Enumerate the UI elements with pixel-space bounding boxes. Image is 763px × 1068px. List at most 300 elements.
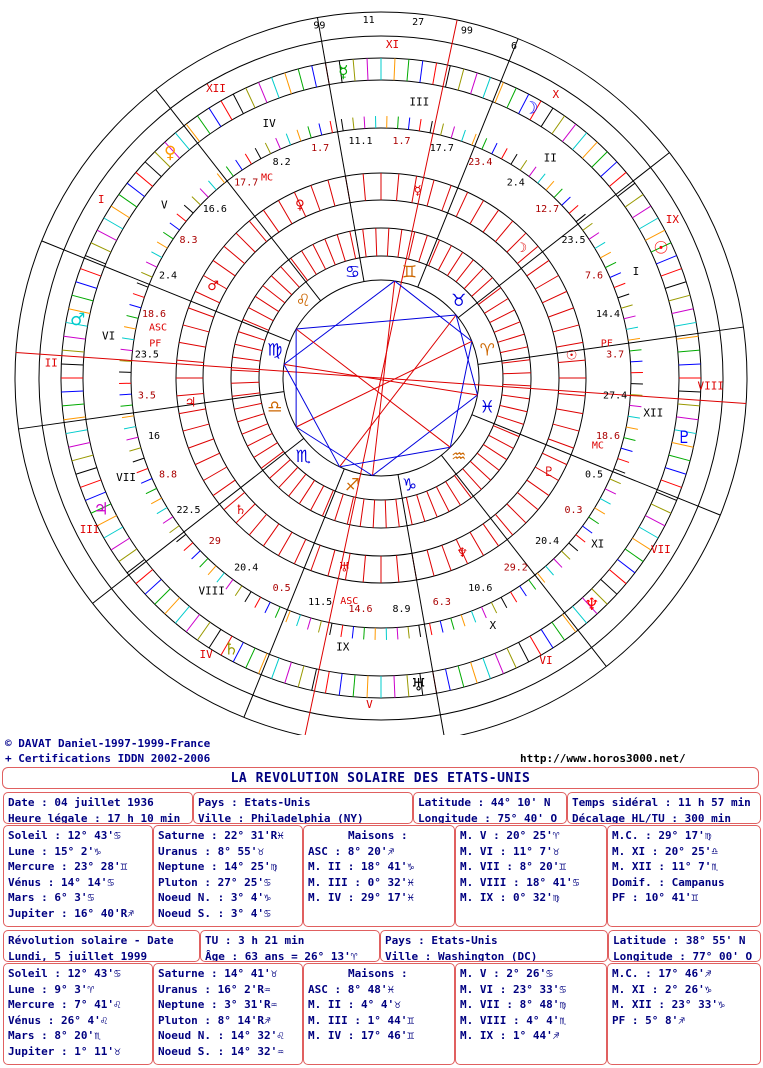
sector-divider: [387, 228, 388, 256]
zodiac-sign-icon: ♈: [479, 340, 495, 361]
tick-mark: [678, 350, 700, 352]
sector-divider: [261, 451, 283, 468]
tick-mark: [420, 61, 423, 83]
sector-divider: [438, 246, 451, 271]
tick-mark: [609, 172, 626, 186]
tick-mark: [632, 206, 651, 218]
planet-glyph-icon: ♃: [93, 499, 109, 520]
degree-value: 6.3: [432, 596, 451, 608]
sector-divider: [478, 288, 500, 305]
tick-mark: [192, 551, 201, 559]
tick-mark: [124, 427, 136, 429]
tick-mark: [233, 94, 243, 114]
degree-value: 29.2: [503, 562, 528, 574]
tick-mark: [676, 417, 698, 420]
tick-mark: [614, 283, 625, 287]
tick-mark: [200, 189, 208, 198]
revolution-house-label: IX: [665, 213, 679, 227]
sector-divider: [436, 487, 449, 512]
tick-mark: [136, 570, 153, 584]
tick-mark: [582, 526, 592, 533]
revolution-house-label: II: [44, 356, 58, 370]
tick-mark: [126, 437, 138, 440]
tick-mark: [255, 148, 261, 159]
revolution-place-box: Pays : Etats-Unis Ville : Washington (DC): [380, 930, 608, 962]
sector-divider: [397, 174, 399, 201]
house-number-label: II: [543, 151, 557, 165]
outer-number: 99: [313, 20, 326, 32]
degree-value: 3.7: [606, 349, 625, 361]
tick-mark: [221, 101, 232, 120]
tick-mark: [621, 305, 633, 308]
tick-mark: [61, 364, 83, 365]
tick-mark: [272, 77, 280, 98]
tick-mark: [141, 272, 152, 277]
tick-mark: [297, 615, 301, 626]
axis-label: MC: [591, 440, 604, 452]
tick-mark: [520, 586, 527, 596]
tick-mark: [272, 658, 280, 679]
sector-divider: [234, 403, 261, 409]
tick-mark: [127, 183, 144, 196]
planet-glyph-icon: ♅: [411, 675, 427, 696]
degree-value: 23.5: [561, 235, 586, 247]
planet-glyph-icon: ♇: [676, 427, 692, 448]
sector-divider: [279, 467, 298, 487]
tick-mark: [122, 416, 134, 418]
tick-mark: [610, 479, 621, 484]
degree-value: 23.5: [134, 349, 159, 361]
tick-mark: [617, 183, 634, 196]
tick-mark: [481, 607, 486, 618]
sector-divider: [396, 499, 399, 527]
tick-mark: [661, 269, 682, 277]
tick-mark: [610, 273, 621, 278]
aspect-line: [296, 341, 472, 427]
tick-mark: [576, 535, 585, 543]
tick-mark: [397, 627, 398, 639]
house-cusp-line: [244, 469, 344, 717]
tick-mark: [353, 118, 354, 130]
zodiac-sign-icon: ♒: [451, 446, 467, 467]
tick-mark: [265, 602, 270, 613]
sector-divider: [470, 200, 484, 223]
tick-mark: [629, 405, 641, 406]
tick-mark: [441, 124, 444, 136]
tick-mark: [407, 59, 409, 81]
zodiac-sign-icon: ♎: [267, 397, 283, 418]
sector-divider: [376, 228, 377, 256]
planet-glyph-icon: ☽: [515, 241, 528, 257]
natal-place-box: Pays : Etats-Unis Ville : Philadelphia (NY): [193, 792, 413, 824]
outer-number: 99: [460, 25, 473, 37]
tick-mark: [546, 566, 554, 575]
tick-mark: [246, 648, 255, 668]
tick-mark: [520, 160, 527, 170]
tick-mark: [209, 108, 221, 127]
tick-mark: [462, 130, 466, 141]
sector-divider: [313, 244, 326, 269]
planet-glyph-icon: ♄: [234, 502, 247, 518]
tick-mark: [562, 614, 575, 631]
tick-mark: [111, 206, 130, 218]
sector-divider: [483, 444, 506, 459]
sector-divider: [231, 382, 259, 383]
tick-mark: [121, 405, 133, 406]
sector-divider: [397, 555, 399, 582]
axis-label: PF: [600, 338, 613, 350]
tick-mark: [669, 295, 690, 301]
tick-mark: [451, 618, 454, 630]
sector-divider: [238, 414, 265, 422]
revolution-house-label: XII: [206, 82, 226, 96]
degree-value: 16.6: [202, 203, 227, 215]
tick-mark: [529, 580, 536, 590]
zodiac-sign-icon: ♑: [401, 475, 418, 496]
tick-mark: [130, 304, 142, 307]
sector-divider: [183, 325, 209, 332]
tick-mark: [618, 294, 629, 298]
sector-divider: [177, 360, 204, 362]
revolution-house-label: III: [79, 522, 100, 536]
tick-mark: [562, 197, 571, 205]
degree-value: 18.6: [595, 430, 621, 442]
tick-mark: [625, 194, 643, 207]
sector-divider: [363, 174, 365, 201]
tick-mark: [628, 416, 640, 418]
revolution-house-label: I: [97, 193, 105, 207]
sector-divider: [535, 276, 558, 290]
sector-divider: [291, 258, 308, 280]
planet-glyph-icon: ♂: [70, 310, 86, 331]
sector-divider: [507, 504, 526, 523]
revolution-time-box: TU : 3 h 21 min Âge : 63 ans = 26° 13'♈: [200, 930, 380, 962]
tick-mark: [605, 262, 616, 267]
degree-value: 8.2: [272, 157, 291, 169]
degree-value: 2.4: [158, 270, 178, 282]
sector-divider: [242, 424, 268, 434]
revolution-houses-col1: Maisons : ASC : 8° 48'♓ M. II : 4° 4'♉ M. III : 1° 44'♊ M. IV : 17° 46'♊: [303, 963, 455, 1065]
tick-mark: [483, 658, 491, 679]
degree-value: 14.6: [348, 604, 373, 616]
tick-mark: [157, 508, 167, 514]
tick-mark: [352, 626, 353, 638]
revolution-house-label: VI: [539, 653, 553, 667]
tick-mark: [511, 592, 517, 602]
revolution-coords-box: Latitude : 38° 55' N Longitude : 77° 00' O: [608, 930, 761, 962]
degree-value: 14.4: [595, 309, 621, 321]
tick-mark: [651, 504, 671, 513]
tick-mark: [433, 63, 437, 85]
tick-mark: [319, 123, 322, 135]
degree-value: 20.4: [535, 536, 560, 548]
planet-glyph-icon: ♂: [207, 278, 219, 294]
sector-divider: [213, 260, 235, 275]
natal-coords-box: Latitude : 44° 10' N Longitude : 75° 40' O: [413, 792, 567, 824]
sector-divider: [235, 344, 262, 350]
tick-mark: [408, 627, 409, 639]
degree-value: 3.5: [137, 390, 156, 402]
tick-mark: [163, 232, 173, 239]
degree-value: 8.3: [179, 235, 198, 247]
planet-glyph-icon: ♄: [223, 639, 239, 660]
sector-divider: [497, 416, 524, 425]
sector-divider: [179, 342, 206, 347]
tick-mark: [541, 629, 553, 648]
degree-value: 0.5: [584, 469, 604, 481]
sector-divider: [464, 268, 483, 288]
tick-mark: [595, 242, 605, 248]
sector-divider: [477, 453, 499, 470]
zodiac-sign-icon: ♌: [295, 291, 311, 312]
tick-mark: [186, 124, 199, 141]
tick-mark: [609, 570, 626, 584]
house-number-label: I: [632, 264, 640, 278]
sector-divider: [406, 497, 412, 524]
axis-label: ASC: [148, 322, 168, 334]
tick-mark: [184, 543, 193, 551]
revolution-house-label: XI: [385, 38, 400, 52]
tick-mark: [298, 666, 304, 687]
copyright-line: © DAVAT Daniel-1997-1999-France: [5, 737, 211, 750]
planet-glyph-icon: ♇: [543, 465, 555, 481]
tick-mark: [546, 181, 554, 190]
tick-mark: [367, 58, 368, 80]
zodiac-sign-icon: ♊: [401, 262, 418, 283]
sector-divider: [328, 180, 335, 206]
tick-mark: [127, 559, 144, 572]
wheel-rings: [15, 12, 747, 735]
tick-mark: [576, 214, 585, 222]
tick-mark: [265, 143, 270, 154]
tick-mark: [146, 262, 157, 267]
planet-glyph-icon: ♃: [184, 395, 197, 411]
tick-mark: [364, 627, 365, 639]
sector-divider: [446, 481, 461, 505]
axis-label: PF: [149, 338, 162, 350]
sector-divider: [247, 433, 272, 446]
tick-mark: [259, 82, 267, 102]
tick-mark: [186, 614, 199, 631]
tick-mark: [600, 498, 611, 504]
axis-label: MC: [260, 172, 274, 184]
sector-divider: [224, 246, 245, 263]
aspect-line: [340, 315, 456, 467]
degree-value: 20.4: [234, 562, 259, 574]
tick-mark: [177, 534, 186, 542]
website-url[interactable]: http://www.horos3000.net/: [520, 752, 686, 765]
tick-mark: [285, 662, 292, 683]
sector-divider: [203, 467, 226, 481]
planet-glyph-icon: ☉: [653, 238, 669, 259]
tick-mark: [76, 282, 97, 289]
degree-value: 10.6: [468, 582, 493, 594]
tick-mark: [398, 117, 399, 129]
tick-mark: [151, 252, 162, 258]
tick-mark: [64, 336, 86, 339]
tick-mark: [674, 322, 696, 326]
tick-mark: [537, 573, 545, 582]
sector-divider: [271, 276, 291, 295]
tick-mark: [639, 527, 658, 538]
tick-mark: [133, 294, 144, 298]
tick-mark: [582, 142, 597, 158]
sector-divider: [427, 491, 437, 517]
sector-divider: [322, 490, 333, 516]
tick-mark: [298, 69, 304, 90]
sector-divider: [398, 229, 402, 257]
tick-mark: [507, 648, 516, 668]
tick-mark: [122, 338, 134, 340]
tick-mark: [62, 350, 84, 352]
zodiac-sign-icon: ♏: [295, 446, 311, 467]
tick-mark: [583, 223, 593, 230]
tick-mark: [209, 629, 221, 648]
tick-mark: [562, 124, 575, 141]
tick-mark: [364, 117, 365, 129]
degree-value: 7.6: [584, 270, 604, 282]
tick-mark: [407, 675, 409, 697]
aspect-line: [296, 315, 456, 329]
house-number-label: IV: [262, 116, 276, 130]
tick-mark: [672, 309, 693, 314]
sector-divider: [299, 480, 314, 503]
tick-mark: [200, 558, 208, 567]
sector-divider: [493, 426, 519, 437]
sector-divider: [337, 235, 345, 262]
natal-sidereal-box: Temps sidéral : 11 h 57 min Décalage HL/TU : 300 min: [567, 792, 761, 824]
tick-mark: [538, 174, 546, 183]
revolution-date-box: Révolution solaire - Date Lundi, 5 juillet 1999: [3, 930, 200, 962]
sector-divider: [456, 192, 467, 216]
degree-value: 18.6: [141, 309, 167, 321]
tick-mark: [482, 138, 487, 149]
degree-value: 8.8: [158, 469, 178, 481]
tick-mark: [235, 586, 242, 596]
tick-mark: [630, 350, 642, 351]
degree-value: 12.7: [535, 203, 560, 215]
tick-mark: [208, 566, 216, 575]
tick-mark: [170, 223, 180, 230]
planet-glyph-icon: ♀: [164, 143, 177, 164]
sector-divider: [255, 296, 278, 311]
tick-mark: [507, 88, 516, 108]
tick-mark: [64, 417, 86, 420]
tick-mark: [308, 126, 311, 138]
tick-mark: [552, 116, 565, 134]
sector-divider: [483, 524, 498, 546]
tick-mark: [353, 675, 355, 697]
degree-value: 17.7: [234, 177, 259, 189]
tick-mark: [679, 364, 701, 365]
revolution-houses-col3: M.C. : 17° 46'♐ M. XI : 2° 26'♑ M. XII : 23° 33'♑ PF : 5° 8'♐: [607, 963, 761, 1065]
sector-divider: [263, 286, 285, 303]
sector-divider: [183, 424, 209, 431]
tick-mark: [458, 666, 464, 687]
tick-mark: [601, 162, 617, 177]
degree-value: 2.4: [506, 177, 525, 189]
tick-mark: [151, 498, 162, 504]
sector-divider: [456, 260, 473, 282]
house-number-label: VI: [102, 329, 116, 343]
sector-divider: [363, 555, 365, 582]
sector-divider: [294, 539, 305, 563]
sector-divider: [363, 229, 366, 257]
sector-divider: [328, 550, 335, 576]
tick-mark: [165, 598, 180, 614]
tick-mark: [72, 455, 93, 461]
sector-divider: [249, 514, 266, 535]
sector-divider: [373, 500, 374, 528]
sector-divider: [556, 409, 583, 414]
tick-mark: [136, 172, 153, 186]
sector-divider: [302, 251, 317, 275]
tick-mark: [394, 676, 395, 698]
tick-mark: [445, 669, 450, 690]
tick-mark: [419, 625, 421, 637]
tick-mark: [137, 468, 148, 472]
tick-mark: [645, 516, 665, 526]
tick-mark: [119, 549, 137, 562]
tick-mark: [394, 58, 395, 80]
tick-mark: [155, 589, 171, 605]
revolution-house-label: V: [366, 697, 373, 711]
sector-divider: [232, 357, 260, 361]
tick-mark: [255, 597, 261, 608]
tick-mark: [145, 579, 161, 594]
tick-mark: [72, 295, 93, 301]
tick-mark: [554, 189, 562, 198]
tick-mark: [312, 66, 317, 87]
sector-divider: [500, 347, 527, 353]
degree-value: 22.5: [176, 504, 201, 516]
sector-divider: [335, 494, 344, 521]
tick-mark: [341, 119, 343, 131]
sector-divider: [279, 200, 293, 223]
tick-mark: [440, 621, 443, 633]
natal-houses-col3: M.C. : 29° 17'♍ M. XI : 20° 25'♎ M. XII : 11° 7'♏ Domif. : Campanus PF : 10° 41'♊: [607, 825, 761, 927]
sector-divider: [279, 532, 293, 555]
degree-value: 1.7: [311, 143, 330, 155]
sector-divider: [490, 310, 515, 323]
sector-divider: [517, 492, 538, 509]
sector-divider: [442, 545, 451, 570]
degree-value: 8.9: [392, 604, 411, 616]
degree-value: 16: [147, 430, 161, 442]
sector-divider: [503, 384, 531, 385]
sector-divider: [311, 486, 324, 511]
tick-mark: [129, 448, 141, 451]
sector-divider: [498, 334, 525, 342]
degree-value: 0.5: [272, 582, 291, 594]
tick-mark: [330, 121, 332, 133]
planet-glyph-icon: ☉: [565, 348, 578, 364]
tick-mark: [628, 338, 640, 340]
tick-mark: [104, 527, 123, 538]
revolution-houses-col2: M. V : 2° 26'♋ M. VI : 23° 33'♋ M. VII : 8° 48'♍ M. VIII : 4° 4'♏ M. IX : 1° 44'♐: [455, 963, 607, 1065]
degree-value: 11.5: [308, 596, 333, 608]
natal-planets-col1: Soleil : 12° 43'♋ Lune : 15° 2'♑ Mercure : 23° 28'♊ Vénus : 14° 14'♋ Mars : 6° 3'♋ Jupiter : 16° 40'R♐: [3, 825, 153, 927]
sector-divider: [558, 394, 585, 396]
tick-mark: [76, 468, 97, 475]
sector-divider: [494, 322, 520, 332]
tick-mark: [226, 167, 233, 177]
tick-mark: [617, 559, 634, 572]
sector-divider: [470, 461, 490, 480]
planet-glyph-icon: ☿: [338, 62, 349, 83]
tick-mark: [461, 615, 465, 626]
tick-mark: [621, 448, 633, 451]
